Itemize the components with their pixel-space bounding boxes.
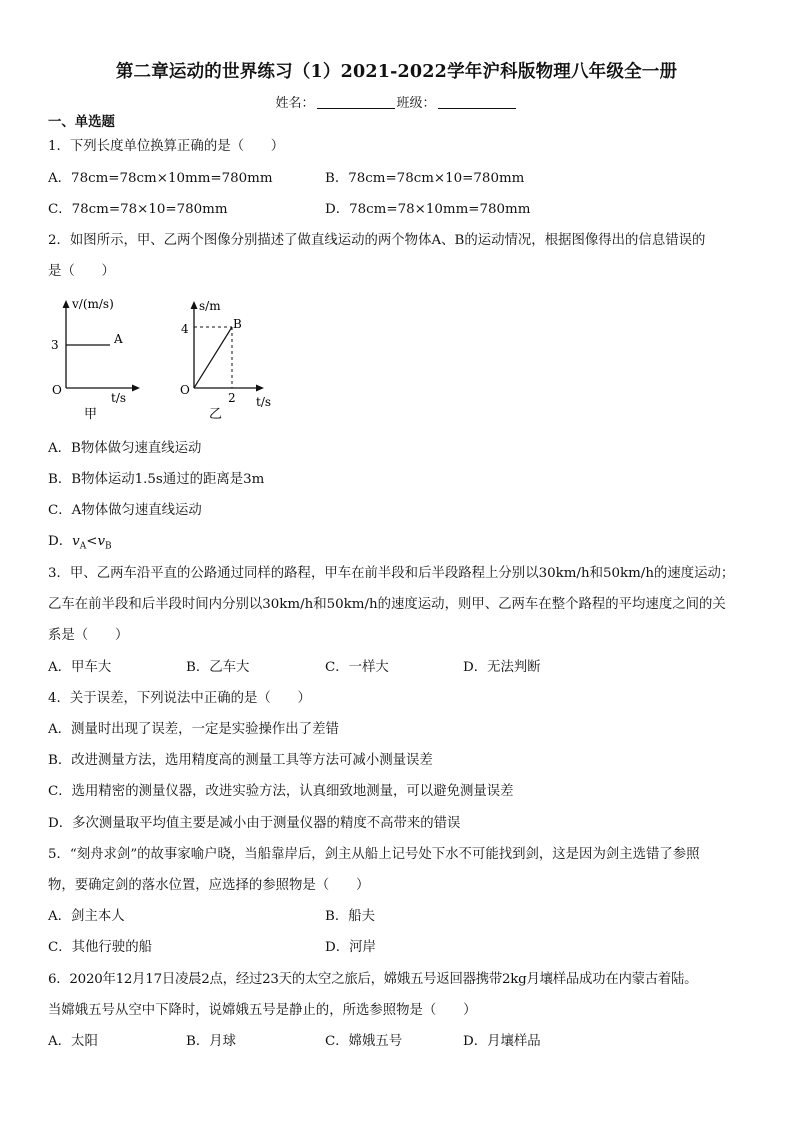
q1-option-d[interactable]: D．78cm=78×10mm=780mm xyxy=(325,202,531,217)
q2-option-d-vb: v xyxy=(97,534,106,549)
q6-option-b[interactable]: B．月球 xyxy=(186,1034,237,1049)
yi-x-arrow xyxy=(256,385,264,392)
yi-caption: 乙 xyxy=(209,407,223,422)
q2-option-c[interactable]: C．A物体做匀速直线运动 xyxy=(48,503,202,518)
section-heading: 一、单选题 xyxy=(48,114,115,130)
q3-option-d[interactable]: D．无法判断 xyxy=(463,660,541,675)
q4-option-d[interactable]: D．多次测量取平均值主要是减小由于测量仪器的精度不高带来的错误 xyxy=(48,816,461,831)
jia-x-arrow xyxy=(132,385,140,392)
jia-y-label: v/(m/s) xyxy=(72,297,114,311)
yi-y-arrow xyxy=(191,301,198,309)
q1-stem: 1．下列长度单位换算正确的是（ ） xyxy=(48,139,285,154)
q6-stem-line2: 当嫦娥五号从空中下降时，说嫦娥五号是静止的，所选参照物是（ ） xyxy=(48,1003,477,1018)
q3-option-b[interactable]: B．乙车大 xyxy=(186,660,250,675)
yi-y-label: s/m xyxy=(199,299,221,313)
q1-option-a[interactable]: A．78cm=78cm×10mm=780mm xyxy=(48,171,273,186)
q1-option-c[interactable]: C．78cm=78×10=780mm xyxy=(48,202,228,217)
q6-option-a[interactable]: A．太阳 xyxy=(48,1034,98,1049)
q3-option-a[interactable]: A．甲车大 xyxy=(48,660,112,675)
student-info-line xyxy=(0,92,793,111)
q2-option-a[interactable]: A．B物体做匀速直线运动 xyxy=(48,441,202,456)
yi-point-label: B xyxy=(233,317,242,331)
q4-option-b[interactable]: B．改进测量方法，选用精度高的测量工具等方法可减小测量误差 xyxy=(48,753,433,768)
q5-option-c[interactable]: C．其他行驶的船 xyxy=(48,940,152,955)
figure-yi-displacement-time xyxy=(176,296,286,422)
q5-stem-line2: 物，要确定剑的落水位置，应选择的参照物是（ ） xyxy=(48,878,370,893)
q5-option-a[interactable]: A．剑主本人 xyxy=(48,909,125,924)
jia-y-arrow xyxy=(63,300,70,308)
q2-option-d-sub-b: B xyxy=(105,541,112,552)
jia-caption: 甲 xyxy=(84,407,98,422)
yi-x-tick: 2 xyxy=(228,391,236,405)
q2-stem-line2: 是（ ） xyxy=(48,264,115,279)
q4-option-a[interactable]: A．测量时出现了误差，一定是实验操作出了差错 xyxy=(48,722,339,737)
class-blank[interactable] xyxy=(438,108,516,109)
q2-option-d-lt: < xyxy=(86,534,98,549)
jia-line-label: A xyxy=(114,332,123,346)
q4-option-c[interactable]: C．选用精密的测量仪器，改进实验方法，认真细致地测量，可以避免测量误差 xyxy=(48,784,514,799)
q2-option-d-prefix: D． xyxy=(48,534,73,549)
q6-option-c[interactable]: C．嫦娥五号 xyxy=(325,1034,403,1049)
q5-option-d[interactable]: D．河岸 xyxy=(325,940,376,955)
class-label: 班级： xyxy=(396,96,436,111)
q3-option-c[interactable]: C．一样大 xyxy=(325,660,389,675)
q5-stem-line1: 5．“刻舟求剑”的故事家喻户晓，当船靠岸后，剑主从船上记号处下水不可能找到剑，这是因为剑主选错了参照 xyxy=(48,847,700,862)
q1-options-row1 xyxy=(48,170,748,188)
q2-option-d-sub-a: A xyxy=(79,541,87,552)
q2-option-d-va: v xyxy=(72,534,80,549)
yi-origin: O xyxy=(180,383,190,397)
q6-option-d[interactable]: D．月壤样品 xyxy=(463,1034,541,1049)
name-label: 姓名： xyxy=(275,96,315,111)
yi-series-b-line xyxy=(194,327,232,388)
yi-x-label: t/s xyxy=(256,395,272,409)
q5-options-row1 xyxy=(48,908,748,926)
q1-options-row2 xyxy=(48,201,748,219)
q3-stem-line1: 3．甲、乙两车沿平直的公路通过同样的路程，甲车在前半段和后半段路程上分别以30km/h和50km/h的速度运动； xyxy=(48,566,735,581)
q5-options-row2 xyxy=(48,939,748,957)
jia-y-tick: 3 xyxy=(51,338,59,352)
q3-stem-line2: 乙车在前半段和后半段时间内分别以30km/h和50km/h的速度运动，则甲、乙两车在整个路程的平均速度之间的关 xyxy=(48,597,726,612)
q4-stem: 4．关于误差，下列说法中正确的是（ ） xyxy=(48,691,311,706)
q2-stem-line1: 2．如图所示，甲、乙两个图像分别描述了做直线运动的两个物体A、B的运动情况，根据图像得出的信息错误的 xyxy=(48,233,706,248)
q5-option-b[interactable]: B．船夫 xyxy=(325,909,376,924)
q1-option-b[interactable]: B．78cm=78cm×10=780mm xyxy=(325,171,525,186)
figure-jia-velocity-time xyxy=(44,296,154,422)
q6-stem-line1: 6．2020年12月17日凌晨2点，经过23天的太空之旅后，嫦娥五号返回器携带2kg月壤样品成功在内蒙古着陆。 xyxy=(48,972,698,987)
yi-y-tick: 4 xyxy=(181,322,189,336)
name-blank[interactable] xyxy=(317,108,395,109)
jia-origin: O xyxy=(52,383,62,397)
page-title: 第二章运动的世界练习（1）2021-2022学年沪科版物理八年级全一册 xyxy=(115,62,678,82)
q3-stem-line3: 系是（ ） xyxy=(48,628,129,643)
jia-x-label: t/s xyxy=(111,391,127,405)
q2-option-b[interactable]: B．B物体运动1.5s通过的距离是3m xyxy=(48,472,265,487)
q2-option-d[interactable] xyxy=(48,533,748,556)
